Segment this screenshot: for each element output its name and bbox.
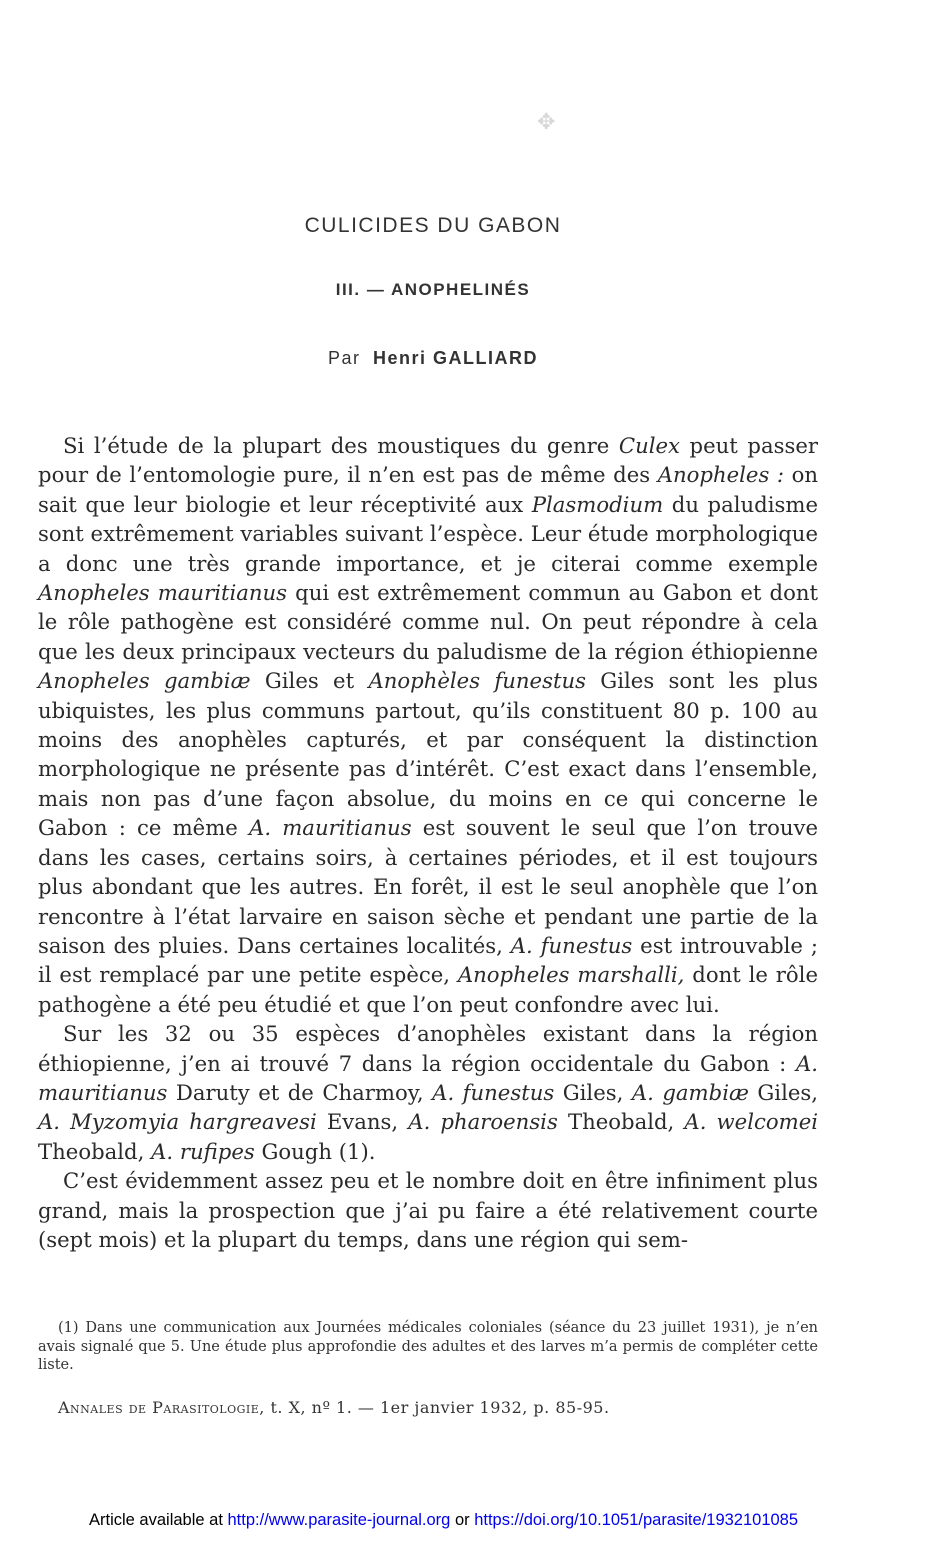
author-name: Henri GALLIARD	[373, 348, 539, 368]
author-line	[0, 348, 866, 369]
article-subtitle: III. — ANOPHELINÉS	[335, 280, 531, 299]
journal-details: , t. X, nº 1. — 1er janvier 1932, p. 85-95.	[259, 1398, 610, 1417]
species-name: Anophèles funestus	[368, 668, 586, 694]
article-title: CULICIDES DU GABON	[304, 214, 562, 237]
paragraph-1: Si l’étude de la plupart des moustiques du genre Culex peut passer pour de l’entomologie pure, il n’en est pas de même des Anopheles : on sait que leur biologie et leur réceptivité aux Plasmodium du paludisme sont extrêmement variables suivant l’espèce. Leur étude morphologique a donc une très grande importance, et je citerai comme exemple Anopheles mauritianus qui est extrêmement commun au Gabon et dont le rôle pathogène est considéré comme nul. On peut répondre à cela que les deux principaux vecteurs du paludisme de la région éthiopienne Anopheles gambiæ Giles et Anophèles funestus Giles sont les plus ubiquistes, les plus communs partout, qu’ils constituent 80 p. 100 au moins des anophèles capturés, et par conséquent la distinction morphologique ne présente pas d’intérêt. C’est exact dans l’ensemble, mais non pas d’une façon absolue, du moins en ce qui concerne le Gabon : ce même A. mauritianus est souvent le seul que l’on trouve dans les cases, certains soirs, à certaines périodes, et il est toujours plus abondant que les autres. En forêt, il est le seul anophèle que l’on rencontre à l’état larvaire en saison sèche et pendant une partie de la saison des pluies. Dans certaines localités, A. funestus est introuvable ; il est remplacé par une petite espèce, Anopheles marshalli, dont le rôle pathogène a été peu étudié et que l’on peut confondre avec lui.	[38, 433, 819, 1017]
journal-name: Annales de Parasitologie	[58, 1398, 260, 1417]
journal-reference	[58, 1398, 610, 1417]
author-prefix: Par	[327, 348, 361, 368]
species-name: A. gambiæ	[631, 1079, 749, 1105]
species-name: A. mauritianus	[249, 815, 412, 841]
species-name: Anopheles mauritianus	[38, 580, 288, 606]
paragraph-2: Sur les 32 ou 35 espèces d’anophèles existant dans la région éthiopienne, j’en ai trouvé 7 dans la région occidentale du Gabon : A. mauritianus Daruty et de Charmoy, A. funestus Giles, A. gambiæ Giles, A. Myzomyia hargreavesi Evans, A. pharoensis Theobald, A. welcomei Theobald, A. rufipes Gough (1).	[38, 1021, 819, 1164]
species-name: Anopheles marshalli,	[457, 962, 685, 988]
species-name: A. funestus	[510, 932, 633, 958]
species-name: A. Myzomyia hargreavesi	[38, 1109, 317, 1135]
species-name: A. rufipes	[151, 1138, 255, 1164]
species-name: A. pharoensis	[408, 1109, 558, 1135]
article-body	[38, 431, 818, 1254]
species-name: Culex	[618, 433, 680, 458]
species-name: Plasmodium	[531, 491, 664, 517]
availability-prefix: Article available at	[89, 1511, 228, 1529]
paragraph-3: C’est évidemment assez peu et le nombre doit en être infiniment plus grand, mais la prospection que j’ai pu faire a été relativement courte (sept mois) et la plupart du temps, dans une région qui sem-	[38, 1168, 818, 1252]
species-name: A. funestus	[432, 1079, 555, 1105]
species-name: Anopheles gambiæ	[38, 668, 251, 694]
doi-link[interactable]: https://doi.org/10.1051/parasite/1932101085	[474, 1511, 799, 1529]
species-name: Anopheles :	[657, 462, 785, 488]
species-name: A. mauritianus	[38, 1050, 818, 1105]
footnote: (1) Dans une communication aux Journées médicales coloniales (séance du 23 juillet 1931), je n’en avais signalé que 5. Une étude plus approfondie des adultes et des larves m’a permis de compléter cette liste.	[38, 1320, 818, 1373]
ornament-icon: ✥	[537, 110, 556, 135]
availability-middle: or	[450, 1511, 475, 1529]
journal-link[interactable]: http://www.parasite-journal.org	[227, 1511, 451, 1529]
species-name: A. welcomei	[684, 1109, 819, 1135]
availability-line	[89, 1511, 798, 1530]
